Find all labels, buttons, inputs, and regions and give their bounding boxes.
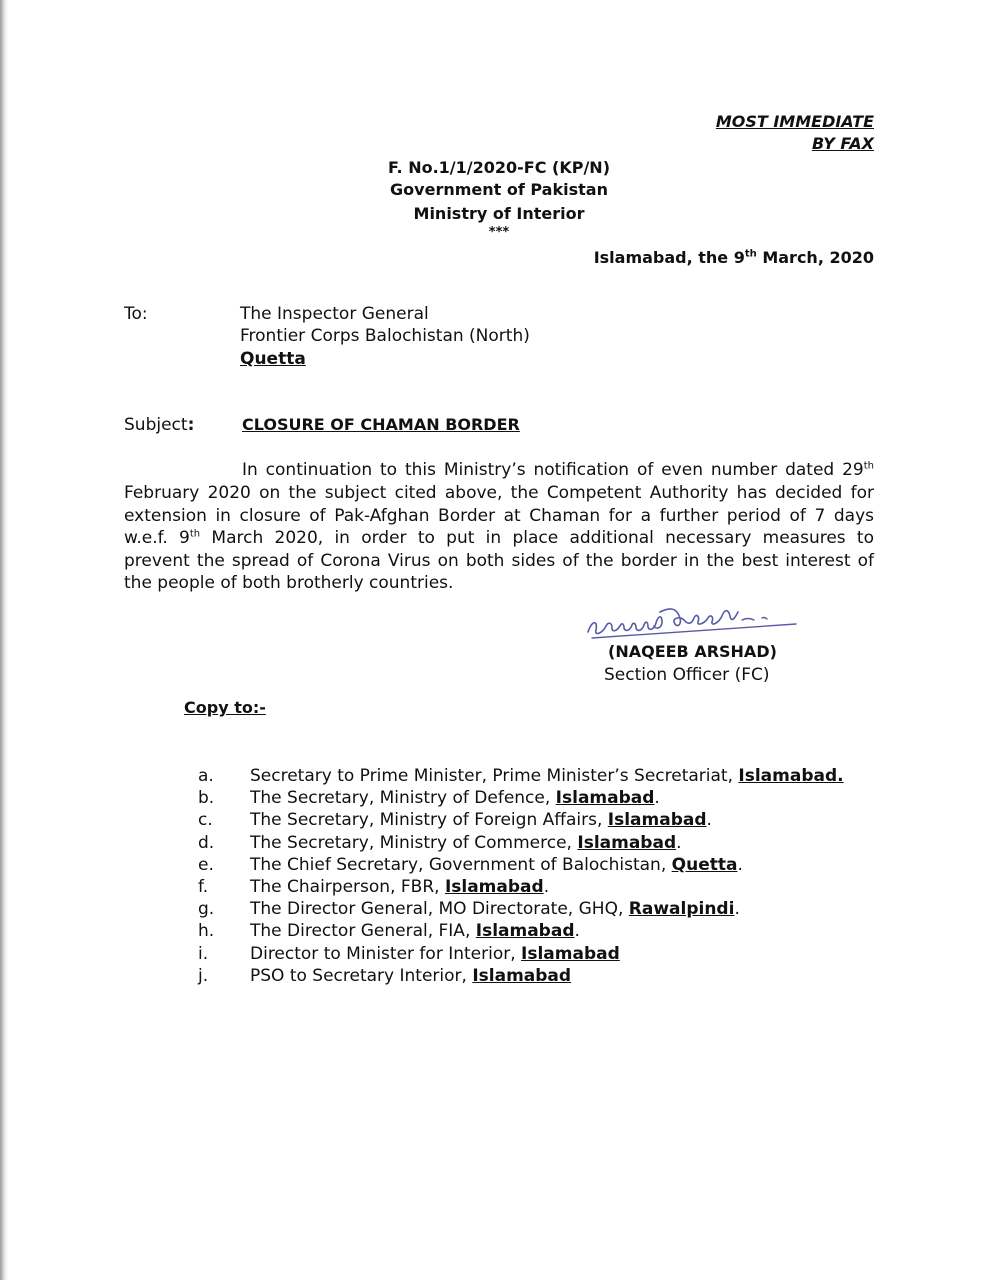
copy-to-item-text: The Chairperson, FBR, (250, 877, 445, 897)
copy-to-item-text: PSO to Secretary Interior, (250, 966, 473, 986)
copy-to-item-text: The Director General, MO Directorate, GHQ, (250, 899, 629, 919)
copy-to-item (250, 899, 740, 919)
copy-to-item-text: The Director General, FIA, (250, 921, 476, 941)
copy-to-item-text: The Chief Secretary, Government of Balochistan, (250, 855, 672, 875)
copy-to-item (250, 944, 620, 964)
copy-to-item-letter: a. (198, 766, 214, 786)
ministry-name: Ministry of Interior (413, 204, 585, 223)
body-line-4-start: w.e.f. 9 (124, 528, 190, 548)
copy-to-item-text: The Secretary, Ministry of Foreign Affairs, (250, 810, 608, 830)
dateline-ordinal: th (744, 248, 757, 260)
body-line-1-ordinal: th (863, 460, 874, 472)
dateline (594, 248, 874, 267)
copy-to-item-letter: j. (198, 966, 209, 986)
recipient-city: Quetta (240, 349, 306, 369)
body-line-1-text: In continuation to this Ministry’s notification of even number dated 29 (242, 460, 864, 480)
copy-to-heading: Copy to:- (184, 698, 266, 717)
copy-to-item-city: Islamabad (607, 810, 707, 830)
body-line-3: extension in closure of Pak-Afghan Border at Chaman for a further period of 7 days (124, 506, 874, 526)
body-line-1 (242, 460, 874, 480)
copy-to-item-text: Secretary to Prime Minister, Prime Minister’s Secretariat, (250, 766, 739, 786)
recipient-line-1: The Inspector General (240, 304, 429, 324)
copy-to-item-letter: d. (198, 833, 215, 853)
copy-to-item-punctuation: . (543, 877, 550, 897)
copy-to-item-letter: g. (198, 899, 215, 919)
header-separator-stars: *** (488, 225, 510, 240)
body-line-2: February 2020 on the subject cited above, the Competent Authority has decided for (124, 483, 874, 503)
copy-to-item-letter: e. (198, 855, 214, 875)
to-label: To: (124, 304, 148, 324)
copy-to-item-city: Islamabad (521, 944, 620, 964)
copy-to-item (250, 810, 712, 830)
copy-to-item-text: The Secretary, Ministry of Commerce, (250, 833, 578, 853)
body-line-4-end: March 2020, in order to put in place additional necessary measures to (200, 528, 874, 548)
body-line-4-ordinal: th (189, 528, 201, 540)
signatory-name: (NAQEEB ARSHAD) (608, 642, 777, 661)
subject-text: CLOSURE OF CHAMAN BORDER (242, 415, 520, 434)
handwritten-signature (584, 598, 800, 642)
copy-to-item-city: Islamabad (577, 833, 677, 853)
copy-to-item-letter: b. (198, 788, 215, 808)
copy-to-item (250, 966, 571, 986)
copy-to-item-punctuation: . (706, 810, 712, 830)
copy-to-item (250, 855, 743, 875)
subject-label (124, 415, 194, 435)
dateline-prefix: Islamabad, the 9 (593, 248, 745, 267)
copy-to-item (250, 833, 682, 853)
subject-colon: : (187, 415, 195, 435)
signatory-title: Section Officer (FC) (604, 665, 770, 685)
file-number: F. No.1/1/2020-FC (KP/N) (387, 158, 611, 177)
body-line-6: the people of both brotherly countries. (124, 573, 454, 593)
copy-to-item-city: Islamabad. (738, 766, 844, 786)
copy-to-item (250, 921, 580, 941)
copy-to-item-city: Islamabad (475, 921, 575, 941)
copy-to-item-city: Islamabad (444, 877, 544, 897)
dateline-suffix: March, 2020 (756, 248, 874, 267)
subject-label-text: Subject (124, 415, 188, 435)
copy-to-item-punctuation: . (654, 788, 660, 808)
body-line-4 (124, 528, 874, 548)
copy-to-item-punctuation: . (574, 921, 580, 941)
copy-to-item (250, 766, 844, 786)
copy-to-item (250, 877, 549, 897)
copy-to-item-city: Islamabad (472, 966, 572, 986)
priority-label: MOST IMMEDIATE (715, 112, 874, 131)
copy-to-item-punctuation: . (676, 833, 682, 853)
copy-to-item-city: Islamabad (555, 788, 655, 808)
copy-to-item-text: Director to Minister for Interior, (250, 944, 522, 964)
copy-to-item-letter: i. (198, 944, 209, 964)
copy-to-item-letter: h. (198, 921, 215, 941)
copy-to-item-city: Quetta (671, 855, 738, 875)
copy-to-item-city: Rawalpindi (628, 899, 735, 919)
copy-to-item-punctuation: . (734, 899, 740, 919)
copy-to-item-punctuation: . (737, 855, 743, 875)
body-line-5: prevent the spread of Corona Virus on both sides of the border in the best interest of (124, 551, 874, 571)
government-name: Government of Pakistan (390, 180, 608, 199)
delivery-label: BY FAX (811, 134, 874, 153)
copy-to-item (250, 788, 660, 808)
copy-to-item-text: The Secretary, Ministry of Defence, (250, 788, 556, 808)
copy-to-item-letter: c. (198, 810, 213, 830)
recipient-line-2: Frontier Corps Balochistan (North) (240, 326, 530, 346)
copy-to-item-letter: f. (198, 877, 209, 897)
